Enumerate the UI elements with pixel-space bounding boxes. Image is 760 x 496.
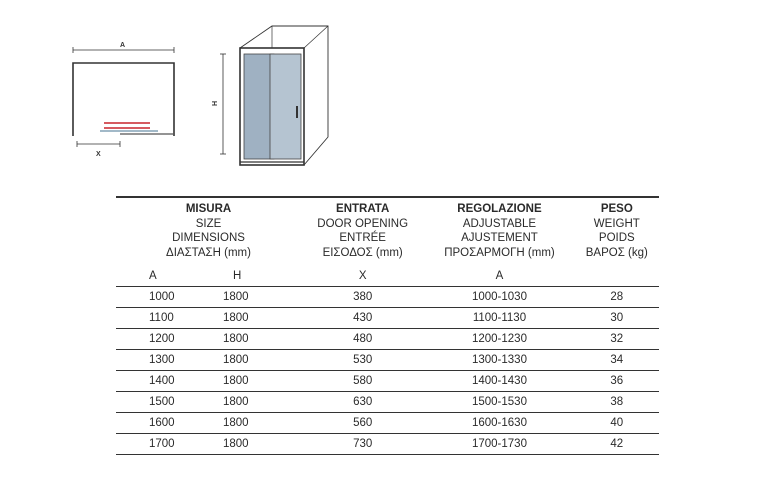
cell-weight: 30 (575, 308, 659, 329)
subheader-adj-a: A (495, 270, 504, 282)
cell-weight: 38 (575, 392, 659, 413)
subheader-h: H (233, 270, 242, 282)
dimension-a-label: A (120, 42, 126, 49)
header-adjust: REGOLAZIONE ADJUSTABLE AJUSTEMENT ΠΡΟΣΑΡΜΟΓΗ (mm) (444, 203, 555, 259)
cell-weight: 42 (575, 434, 659, 455)
table-row (116, 308, 659, 329)
cell-adjustment: 1300-1330 (424, 350, 574, 371)
table-row (116, 329, 659, 350)
dimension-h-label: H (212, 100, 219, 106)
cell-weight: 40 (575, 413, 659, 434)
cell-size-a: 1000 (116, 287, 219, 308)
cell-opening-x: 560 (301, 413, 424, 434)
cell-adjustment: 1100-1130 (424, 308, 574, 329)
cell-size-h: 1800 (219, 392, 301, 413)
cell-size-h: 1800 (219, 371, 301, 392)
table-row (116, 371, 659, 392)
subheader-x: X (358, 270, 367, 282)
dimension-x-label: X (96, 151, 101, 158)
cell-opening-x: 530 (301, 350, 424, 371)
table-row (116, 413, 659, 434)
cell-size-a: 1300 (116, 350, 219, 371)
table-row (116, 434, 659, 455)
enclosure-perspective-diagram (210, 22, 350, 172)
cell-opening-x: 430 (301, 308, 424, 329)
cell-size-a: 1600 (116, 413, 219, 434)
cell-weight: 34 (575, 350, 659, 371)
cell-size-h: 1800 (219, 413, 301, 434)
table-header-row (116, 197, 659, 266)
cell-size-a: 1400 (116, 371, 219, 392)
cell-size-h: 1800 (219, 434, 301, 455)
plan-view-diagram (60, 36, 190, 166)
cell-opening-x: 480 (301, 329, 424, 350)
table-body (116, 287, 659, 455)
cell-weight: 32 (575, 329, 659, 350)
cell-adjustment: 1700-1730 (424, 434, 574, 455)
table-row (116, 392, 659, 413)
cell-size-a: 1700 (116, 434, 219, 455)
header-measure: MISURA SIZE DIMENSIONS ΔΙΑΣΤΑΣΗ (mm) (166, 203, 251, 259)
table-row (116, 350, 659, 371)
cell-adjustment: 1400-1430 (424, 371, 574, 392)
cell-adjustment: 1500-1530 (424, 392, 574, 413)
cell-opening-x: 580 (301, 371, 424, 392)
dimensions-table (116, 196, 659, 455)
cell-size-a: 1100 (116, 308, 219, 329)
fixed-glass-panel (244, 54, 274, 159)
cell-adjustment: 1000-1030 (424, 287, 574, 308)
table-subheader-row (116, 266, 659, 287)
cell-size-a: 1500 (116, 392, 219, 413)
cell-size-h: 1800 (219, 350, 301, 371)
cell-size-h: 1800 (219, 329, 301, 350)
header-opening: ENTRATA DOOR OPENING ENTRÉE ΕΙΣΟΔΟΣ (mm) (317, 203, 409, 259)
table-row (116, 287, 659, 308)
cell-size-h: 1800 (219, 287, 301, 308)
cell-adjustment: 1200-1230 (424, 329, 574, 350)
enclosure-walls (73, 63, 174, 136)
cell-opening-x: 380 (301, 287, 424, 308)
cell-weight: 36 (575, 371, 659, 392)
subheader-weight (575, 266, 659, 287)
door-handle (296, 106, 298, 118)
subheader-a: A (149, 270, 157, 282)
cell-opening-x: 630 (301, 392, 424, 413)
cell-opening-x: 730 (301, 434, 424, 455)
header-weight: PESO WEIGHT POIDS ΒΑΡΟΣ (kg) (585, 203, 648, 259)
cell-size-a: 1200 (116, 329, 219, 350)
cell-weight: 28 (575, 287, 659, 308)
cell-size-h: 1800 (219, 308, 301, 329)
cell-adjustment: 1600-1630 (424, 413, 574, 434)
